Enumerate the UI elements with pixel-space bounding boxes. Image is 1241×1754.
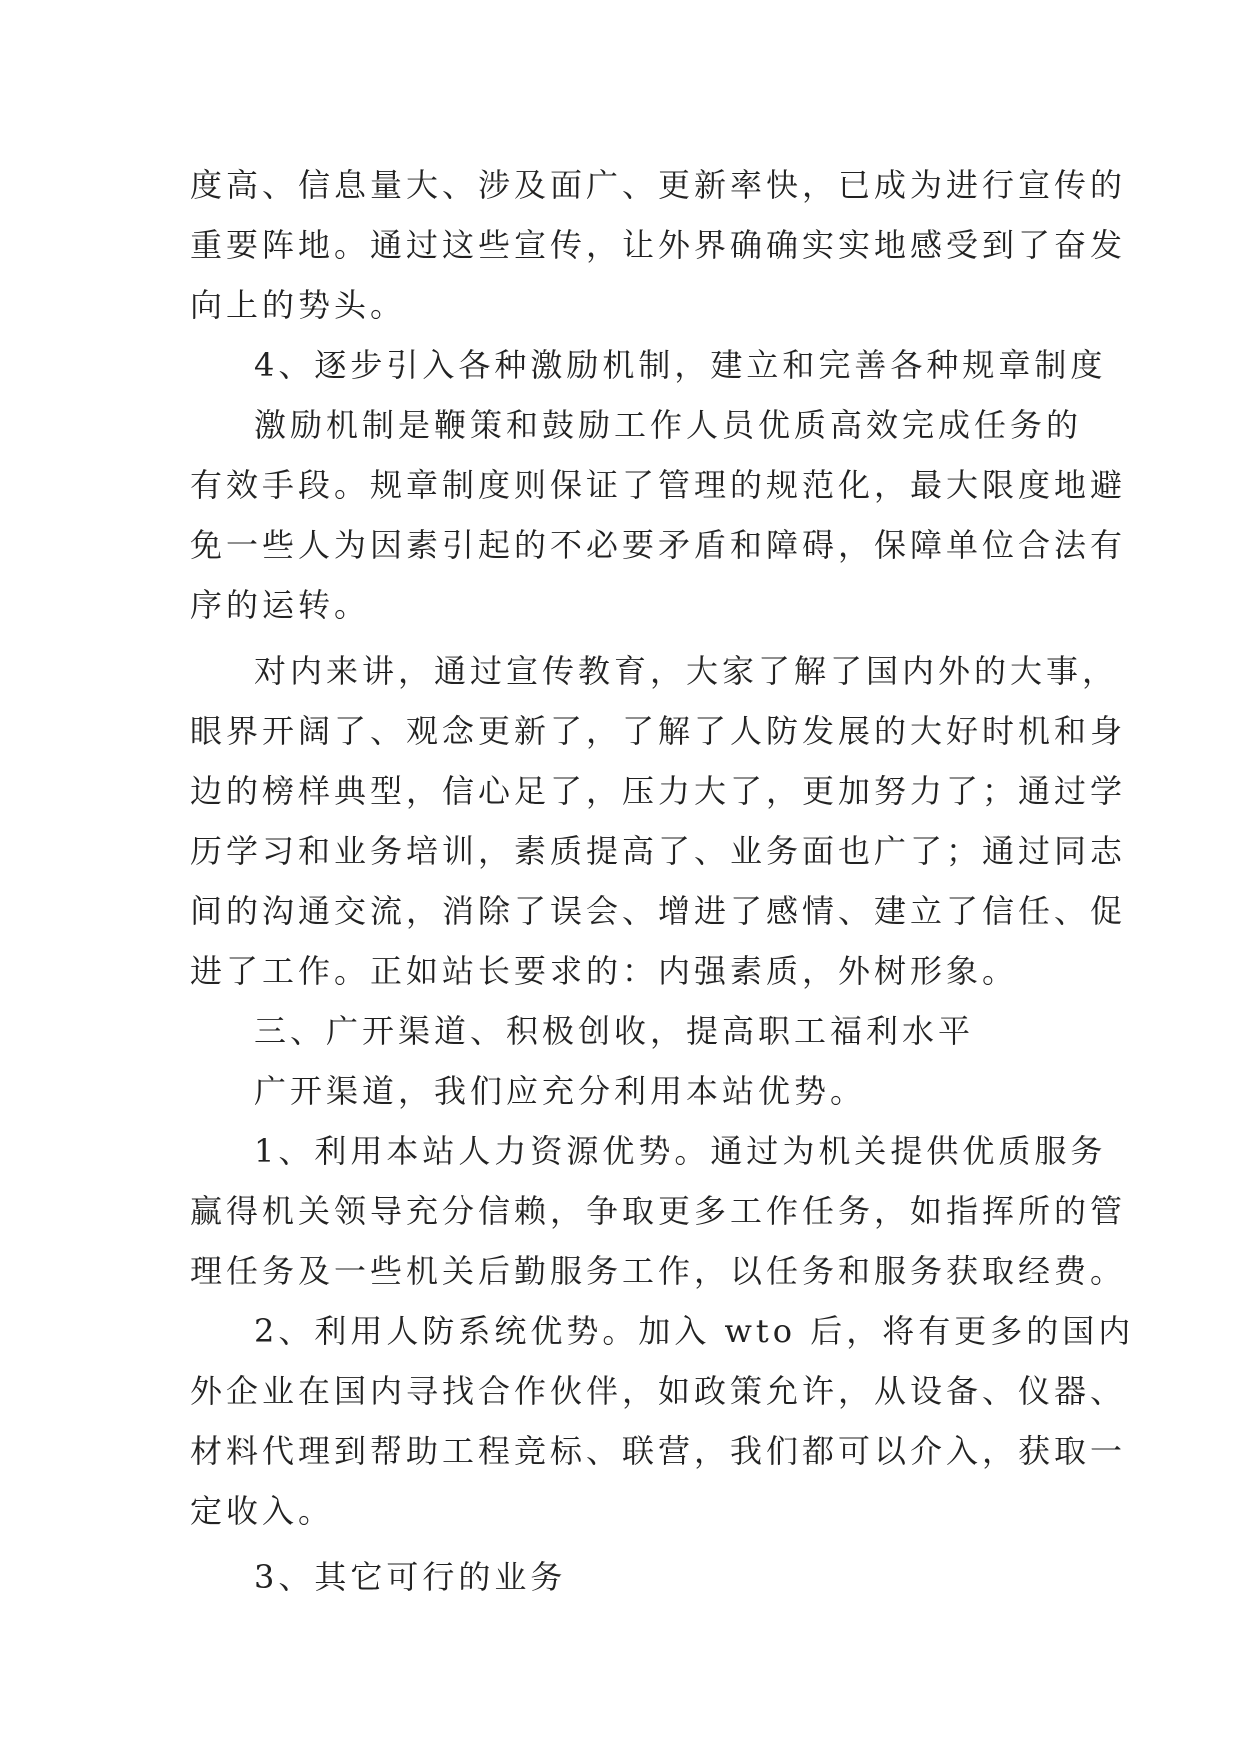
- text-line: 免一些人为因素引起的不必要矛盾和障碍，保障单位合法有: [190, 526, 1127, 564]
- text-line: 有效手段。规章制度则保证了管理的规范化，最大限度地避: [190, 466, 1127, 504]
- text-line: 边的榜样典型，信心足了，压力大了，更加努力了；通过学: [190, 772, 1127, 810]
- section-heading: 3、其它可行的业务: [254, 1558, 567, 1596]
- text-line: 对内来讲，通过宣传教育，大家了解了国内外的大事，: [254, 652, 1119, 690]
- text-line: 定收入。: [190, 1492, 335, 1530]
- text-line: 间的沟通交流，消除了误会、增进了感情、建立了信任、促: [190, 892, 1127, 930]
- text-line: 理任务及一些机关后勤服务工作，以任务和服务获取经费。: [190, 1252, 1127, 1290]
- text-line: 广开渠道，我们应充分利用本站优势。: [254, 1072, 867, 1110]
- text-line: 外企业在国内寻找合作伙伴，如政策允许，从设备、仪器、: [190, 1372, 1127, 1410]
- text-line: 序的运转。: [190, 586, 371, 624]
- text-line: 向上的势头。: [190, 286, 407, 324]
- text-line: 赢得机关领导充分信赖，争取更多工作任务，如指挥所的管: [190, 1192, 1127, 1230]
- text-line: 度高、信息量大、涉及面广、更新率快，已成为进行宣传的: [190, 166, 1127, 204]
- text-line: 激励机制是鞭策和鼓励工作人员优质高效完成任务的: [254, 406, 1083, 444]
- section-heading: 三、广开渠道、积极创收，提高职工福利水平: [254, 1012, 975, 1050]
- document-body: [190, 155, 1135, 1607]
- text-line: 1、利用本站人力资源优势。通过为机关提供优质服务: [254, 1132, 1107, 1170]
- text-line: 2、利用人防系统优势。加入 wto 后，将有更多的国内: [254, 1312, 1135, 1350]
- text-line: 历学习和业务培训，素质提高了、业务面也广了；通过同志: [190, 832, 1127, 870]
- text-line: 材料代理到帮助工程竞标、联营，我们都可以介入，获取一: [190, 1432, 1127, 1470]
- text-line: 眼界开阔了、观念更新了，了解了人防发展的大好时机和身: [190, 712, 1127, 750]
- text-line: 进了工作。正如站长要求的：内强素质，外树形象。: [190, 952, 1019, 990]
- text-line: 重要阵地。通过这些宣传，让外界确确实实地感受到了奋发: [190, 226, 1127, 264]
- section-heading: 4、逐步引入各种激励机制，建立和完善各种规章制度: [254, 346, 1107, 384]
